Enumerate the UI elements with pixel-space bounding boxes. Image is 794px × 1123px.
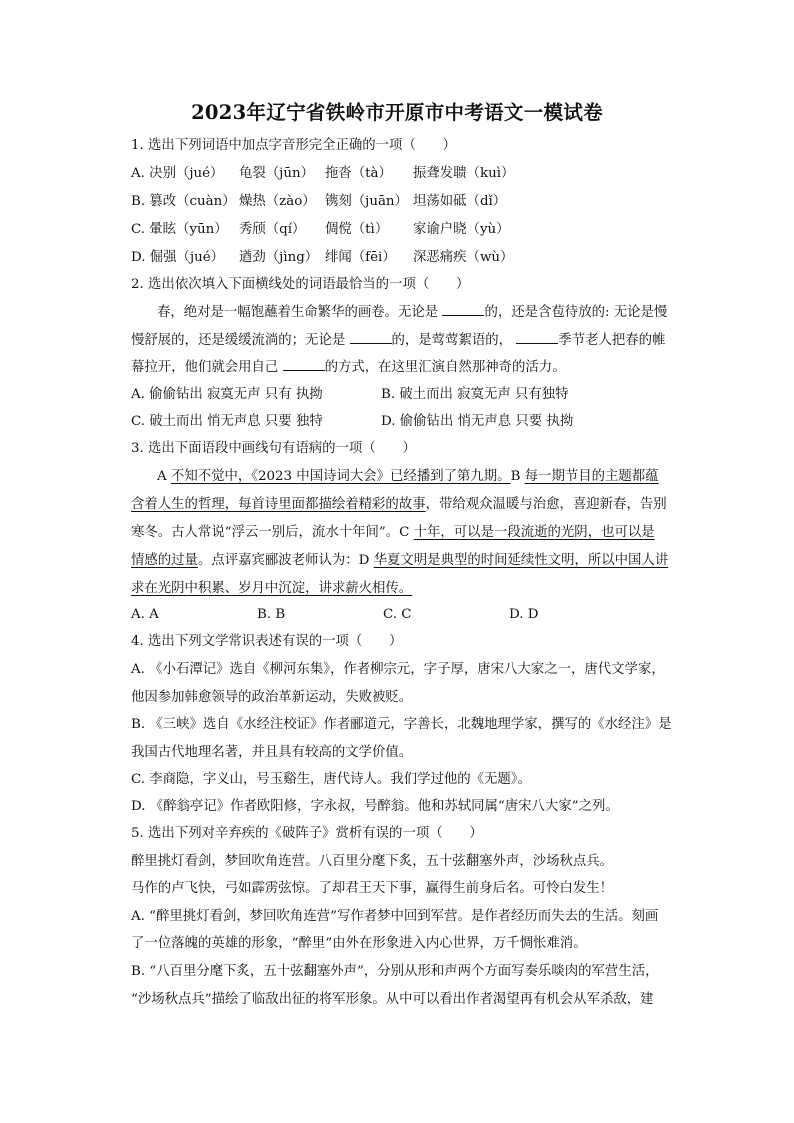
q4-option-b-line-1: B. 《三峡》选自《水经注校证》作者郦道元，字善长，北魏地理学家，撰写的《水经注》是 <box>131 717 672 732</box>
page-title: 2023年辽宁省铁岭市开原市中考语文一模试卷 <box>191 101 603 124</box>
q4-option-d: D. 《醉翁亭记》作者欧阳修，字永叔，号醉翁。他和苏轼同属“唐宋八大家”之列。 <box>131 799 619 814</box>
q1-option-d: D. 倔强（jué） 遒劲（jìng） 绯闻（fēi） 深恶痛疾（wù） <box>131 250 514 265</box>
fill-blank <box>283 358 325 371</box>
q5-option-a-line-1: A. “醉里挑灯看剑，梦回吹角连营”写作者梦中回到军营。是作者经历而失去的生活。刻画 <box>131 909 659 924</box>
q4-option-a-line-2: 他因参加韩愈领导的政治革新运动，失败被贬。 <box>131 690 413 705</box>
q4-option-a-line-1: A. 《小石潭记》选自《柳河东集》，作者柳宗元，字子厚，唐宋八大家之一，唐代文学家， <box>131 662 665 677</box>
q1-option-b: B. 篡改（cuàn） 燥热（zào） 镌刻（juān） 坦荡如砥（dǐ） <box>131 194 507 209</box>
q3-options: A. A B. B C. C D. D <box>131 607 539 622</box>
q2-stem: 2. 选出依次填入下面横线处的词语最恰当的一项（ ） <box>131 277 470 292</box>
q3-passage-line-1: A 不知不觉中，《2023 中国诗词大会》已经播到了第九期。B 每一期节目的主题都蕴 <box>157 469 659 484</box>
q2-options-row-2: C. 破土而出 悄无声息 只要 独特 D. 偷偷钻出 悄无声息 只要 执拗 <box>131 414 574 429</box>
fill-blank <box>350 331 392 344</box>
q3-stem: 3. 选出下面语段中画线句有语病的一项（ ） <box>131 441 416 456</box>
q3-passage-line-4: 情感的过量。点评嘉宾郦波老师认为：D 华夏文明是典型的时间延续性文明，所以中国人讲 <box>131 553 669 568</box>
q5-option-a-line-2: 了一位落魄的英雄的形象，“醉里”由外在形象进入内心世界，万千惆怅难消。 <box>131 936 587 951</box>
q2-passage-line-1: 春，绝对是一幅饱蘸着生命繁华的画卷。无论是 的，还是含苞待放的: 无论是慢 <box>157 305 668 320</box>
q2-options-row-1: A. 偷偷钻出 寂寞无声 只有 执拗 B. 破土而出 寂寞无声 只有独特 <box>131 387 569 402</box>
q5-stem: 5. 选出下列对辛弃疾的《破阵子》赏析有误的一项（ ） <box>131 826 483 841</box>
q2-passage-line-3: 幕拉开，他们就会用自己 的方式，在这里汇演自然那神奇的活力。 <box>131 360 566 375</box>
q4-option-b-line-2: 我国古代地理名著，并且具有较高的文学价值。 <box>131 745 413 760</box>
q5-option-b-line-2: “沙场秋点兵”描绘了临敌出征的将军形象。从中可以看出作者渴望再有机会从军杀敌，建 <box>131 992 654 1007</box>
q4-stem: 4. 选出下列文学常识表述有误的一项（ ） <box>131 634 403 649</box>
q2-passage-line-2: 慢舒展的，还是缓缓流淌的；无论是 的，是莺莺絮语的， 季节老人把春的帷 <box>131 333 666 348</box>
q5-poem-line-1: 醉里挑灯看剑，梦回吹角连营。八百里分麾下炙，五十弦翻塞外声，沙场秋点兵。 <box>131 854 614 869</box>
q4-option-c: C. 李商隐，字义山，号玉谿生，唐代诗人。我们学过他的《无题》。 <box>131 772 531 787</box>
q3-passage-line-3: 寒冬。古人常说“浮云一别后，流水十年间”。C 十年，可以是一段流逝的光阴，也可以是 <box>131 525 655 540</box>
q5-option-b-line-1: B. “八百里分麾下炙，五十弦翻塞外声”，分别从形和声两个方面写奏乐啖肉的军营生活， <box>131 964 659 979</box>
q1-stem: 1. 选出下列词语中加点字音形完全正确的一项（ ） <box>131 138 457 153</box>
q5-poem-line-2: 马作的卢飞快，弓如霹雳弦惊。了却君王天下事，赢得生前身后名。可怜白发生！ <box>131 881 614 896</box>
q1-option-c: C. 暈眩（yūn） 秀颀（qí） 倜傥（tì） 家谕户晓（yù） <box>131 222 510 237</box>
fill-blank <box>516 331 558 344</box>
q1-option-a: A. 决别（jué） 龟裂（jūn） 拖沓（tà） 振聋发聩（kuì） <box>131 166 515 181</box>
q3-passage-line-2: 含着人生的哲理，每首诗里面都描绘着精彩的故事，带给观众温暖与治愈，喜迎新春，告别 <box>131 497 667 512</box>
q3-passage-line-5: 求在光阴中积累、岁月中沉淀，讲求薪火相传。 <box>131 581 413 596</box>
fill-blank <box>442 303 484 316</box>
